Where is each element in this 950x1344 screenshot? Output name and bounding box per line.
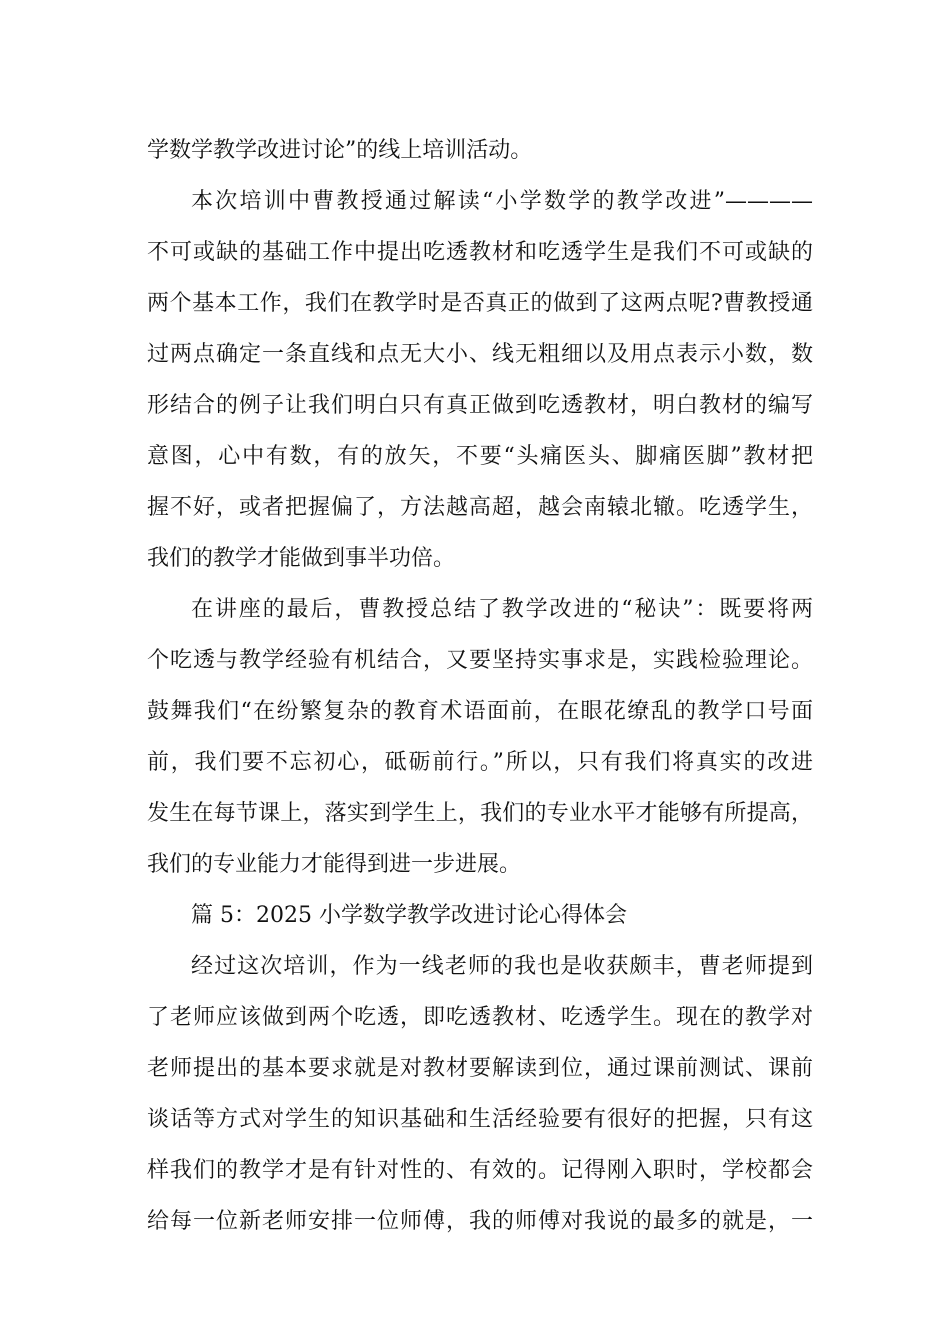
- text-line: 给每一位新老师安排一位师傅，我的师傅对我说的最多的就是，一: [147, 1209, 813, 1234]
- text-line: 握不好，或者把握偏了，方法越高超，越会南辕北辙。吃透学生，: [147, 495, 813, 520]
- paragraph-start-line: 本次培训中曹教授通过解读“小学数学的教学改进”————: [191, 189, 813, 214]
- text-line: 学数学教学改进讨论”的线上培训活动。: [147, 138, 533, 163]
- text-line: 意图，心中有数，有的放矢，不要“头痛医头、脚痛医脚”教材把: [147, 444, 813, 469]
- text-line: 我们的专业能力才能得到进一步进展。: [147, 852, 522, 877]
- text-line: 了老师应该做到两个吃透，即吃透教材、吃透学生。现在的教学对: [147, 1005, 813, 1030]
- text-line: 前，我们要不忘初心，砥砺前行。”所以，只有我们将真实的改进: [147, 750, 813, 775]
- paragraph-start-line: 在讲座的最后，曹教授总结了教学改进的“秘诀”：既要将两: [191, 597, 813, 622]
- text-line: 鼓舞我们“在纷繁复杂的教育术语面前，在眼花缭乱的教学口号面: [147, 699, 813, 724]
- paragraph-start-line: 经过这次培训，作为一线老师的我也是收获颇丰，曹老师提到: [191, 954, 813, 979]
- text-line: 形结合的例子让我们明白只有真正做到吃透教材，明白教材的编写: [147, 393, 813, 418]
- text-line: 我们的教学才能做到事半功倍。: [147, 546, 456, 571]
- text-line: 个吃透与教学经验有机结合，又要坚持实事求是，实践检验理论。: [147, 648, 813, 673]
- text-line: 老师提出的基本要求就是对教材要解读到位，通过课前测试、课前: [147, 1056, 813, 1081]
- document-body: [147, 125, 813, 1247]
- text-line: 样我们的教学才是有针对性的、有效的。记得刚入职时，学校都会: [147, 1158, 813, 1183]
- text-line: 谈话等方式对学生的知识基础和生活经验要有很好的把握，只有这: [147, 1107, 813, 1132]
- text-line: 不可或缺的基础工作中提出吃透教材和吃透学生是我们不可或缺的: [147, 240, 813, 265]
- text-line: 过两点确定一条直线和点无大小、线无粗细以及用点表示小数，数: [147, 342, 813, 367]
- text-line: 发生在每节课上，落实到学生上，我们的专业水平才能够有所提高，: [147, 801, 813, 826]
- section-heading: 篇 5：2025 小学数学教学改进讨论心得体会: [191, 903, 627, 928]
- text-line: 两个基本工作，我们在教学时是否真正的做到了这两点呢?曹教授通: [147, 291, 813, 316]
